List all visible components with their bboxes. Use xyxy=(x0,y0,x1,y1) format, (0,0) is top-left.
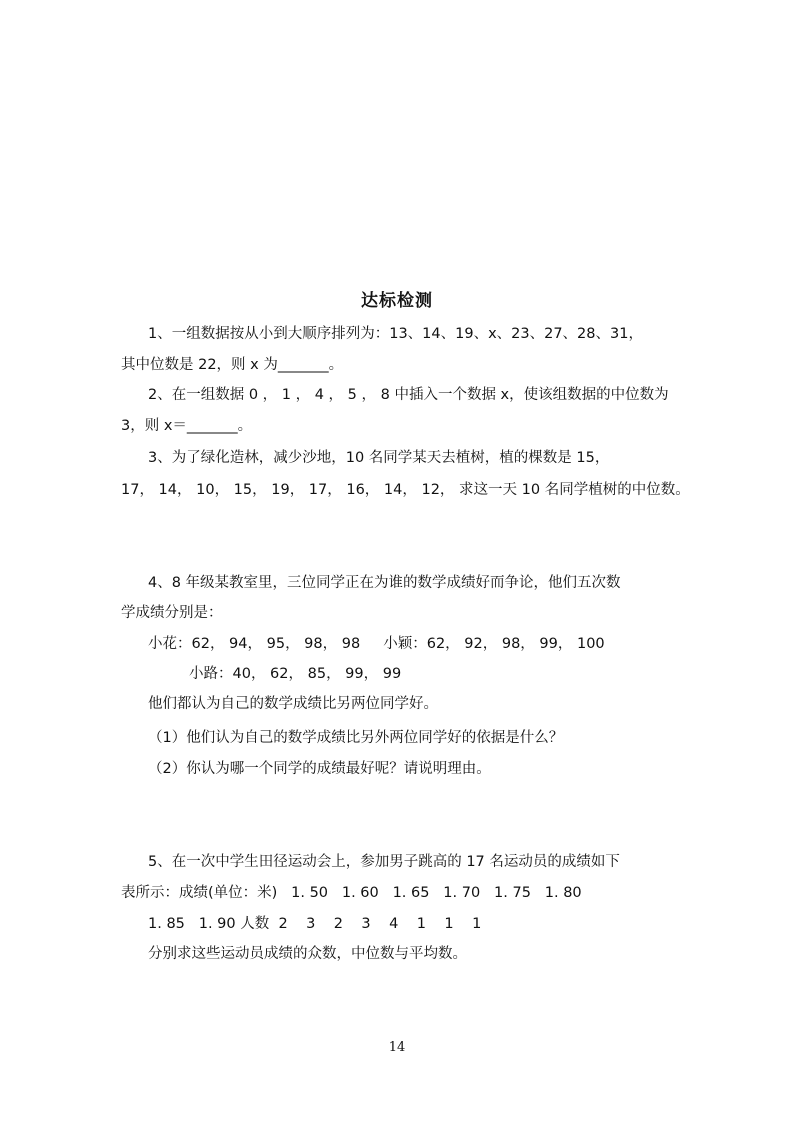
question-4-line-1: 4、8 年级某教室里，三位同学正在为谁的数学成绩好而争论，他们五次数 xyxy=(148,575,621,591)
question-4-subquestion-2: （2）你认为哪一个同学的成绩最好呢？请说明理由。 xyxy=(148,761,491,777)
question-3-line-2: 17， 14， 10， 15， 19， 17， 16， 14， 12， 求这一天 10 名同学植树的中位数。 xyxy=(121,482,690,498)
question-5-line-2: 表所示：成绩(单位：米) 1. 50 1. 60 1. 65 1. 70 1. 75 1. 80 xyxy=(121,885,582,901)
question-5-line-3: 1. 85 1. 90 人数 2 3 2 3 4 1 1 1 xyxy=(148,916,482,932)
page-number: 14 xyxy=(388,1040,406,1055)
question-4-line-2: 学成绩分别是： xyxy=(121,605,223,621)
question-5-line-4: 分别求这些运动员成绩的众数，中位数与平均数。 xyxy=(148,946,467,962)
question-4-subquestion-1: （1）他们认为自己的数学成绩比另外两位同学好的依据是什么？ xyxy=(148,730,564,746)
question-4-scores-xiaolu: 小路：40， 62， 85， 99， 99 xyxy=(189,666,402,682)
question-4-scores-xiaohua-xiaoying: 小花：62， 94， 95， 98， 98 小颖：62， 92， 98， 99， 100 xyxy=(148,636,605,652)
question-4-statement: 他们都认为自己的数学成绩比另两位同学好。 xyxy=(148,696,438,712)
question-1-line-2: 其中位数是 22，则 x 为_______。 xyxy=(121,357,344,373)
question-2-line-2: 3，则 x＝_______。 xyxy=(121,418,253,434)
section-title: 达标检测 xyxy=(361,291,433,311)
question-3-line-1: 3、为了绿化造林，减少沙地，10 名同学某天去植树，植的棵数是 15， xyxy=(148,450,610,466)
question-5-line-1: 5、在一次中学生田径运动会上，参加男子跳高的 17 名运动员的成绩如下 xyxy=(148,854,620,870)
question-2-line-1: 2、在一组数据 0 ， 1 ， 4 ， 5 ， 8 中插入一个数据 x，使该组数据的中位数为 xyxy=(148,387,669,403)
question-1-line-1: 1、一组数据按从小到大顺序排列为：13、14、19、x、23、27、28、31， xyxy=(148,326,643,342)
